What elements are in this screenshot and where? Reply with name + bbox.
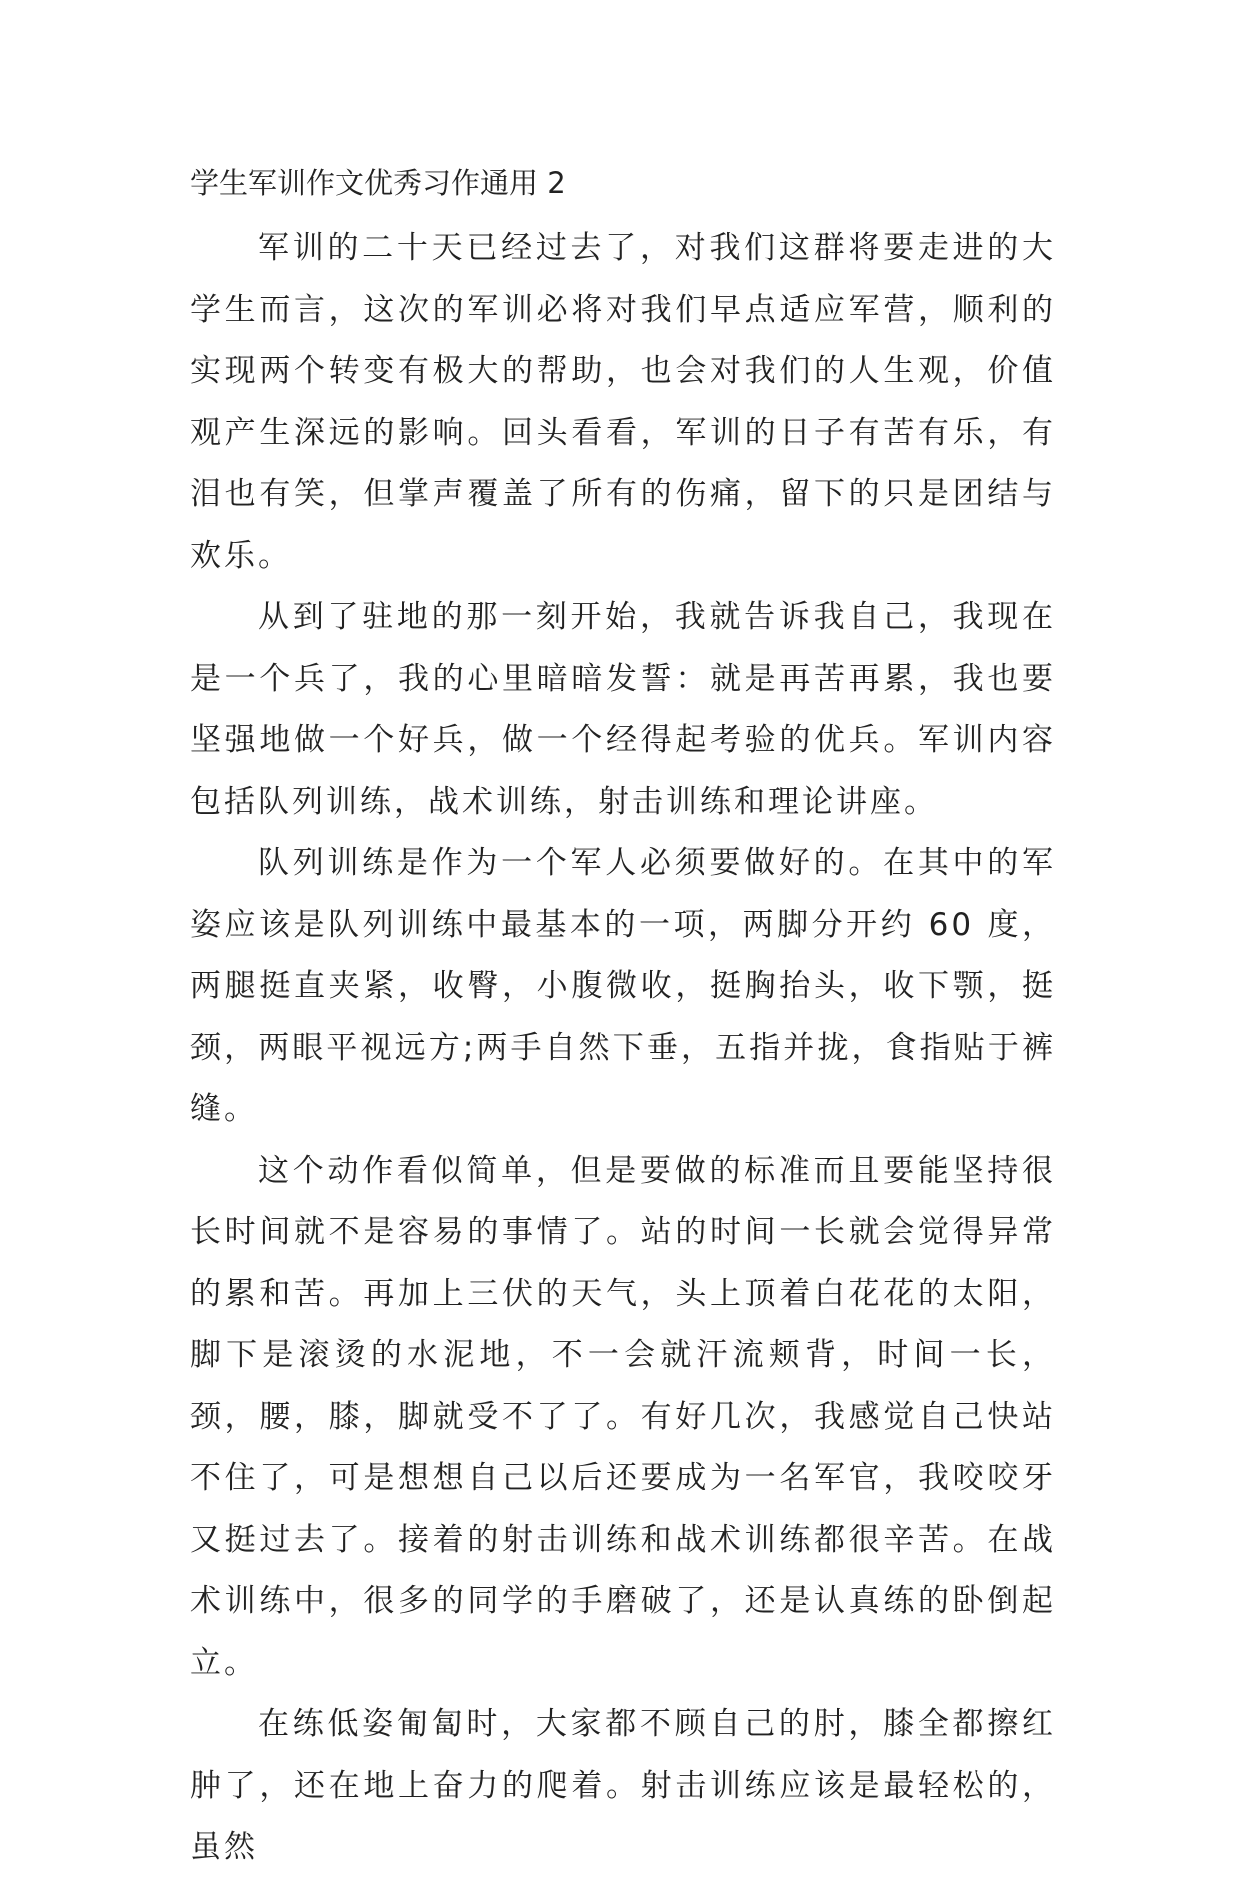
document-title: 学生军训作文优秀习作通用 2 bbox=[190, 166, 566, 200]
document-body bbox=[190, 218, 1056, 1879]
paragraph: 军训的二十天已经过去了，对我们这群将要走进的大学生而言，这次的军训必将对我们早点适应军营，顺利的实现两个转变有极大的帮助，也会对我们的人生观，价值观产生深远的影响。回头看看，军训的日子有苦有乐，有泪也有笑，但掌声覆盖了所有的伤痛，留下的只是团结与欢乐。 bbox=[190, 230, 1056, 574]
paragraph: 在练低姿匍匐时，大家都不顾自己的肘，膝全都擦红肿了，还在地上奋力的爬着。射击训练应该是最轻松的，虽然 bbox=[190, 1706, 1056, 1865]
paragraph: 队列训练是作为一个军人必须要做好的。在其中的军姿应该是队列训练中最基本的一项，两脚分开约 60 度，两腿挺直夹紧，收臀，小腹微收，挺胸抬头，收下颚，挺颈，两眼平视远方;两手自然下垂，五指并拢，食指贴于裤缝。 bbox=[190, 845, 1056, 1127]
paragraph: 这个动作看似简单，但是要做的标准而且要能坚持很长时间就不是容易的事情了。站的时间一长就会觉得异常的累和苦。再加上三伏的天气，头上顶着白花花的太阳，脚下是滚烫的水泥地，不一会就汗流颊背，时间一长，颈，腰，膝，脚就受不了了。有好几次，我感觉自己快站不住了，可是想想自己以后还要成为一名军官，我咬咬牙又挺过去了。接着的射击训练和战术训练都很辛苦。在战术训练中，很多的同学的手磨破了，还是认真练的卧倒起立。 bbox=[190, 1152, 1056, 1681]
paragraph: 从到了驻地的那一刻开始，我就告诉我自己，我现在是一个兵了，我的心里暗暗发誓：就是再苦再累，我也要坚强地做一个好兵，做一个经得起考验的优兵。军训内容包括队列训练，战术训练，射击训练和理论讲座。 bbox=[190, 599, 1056, 820]
